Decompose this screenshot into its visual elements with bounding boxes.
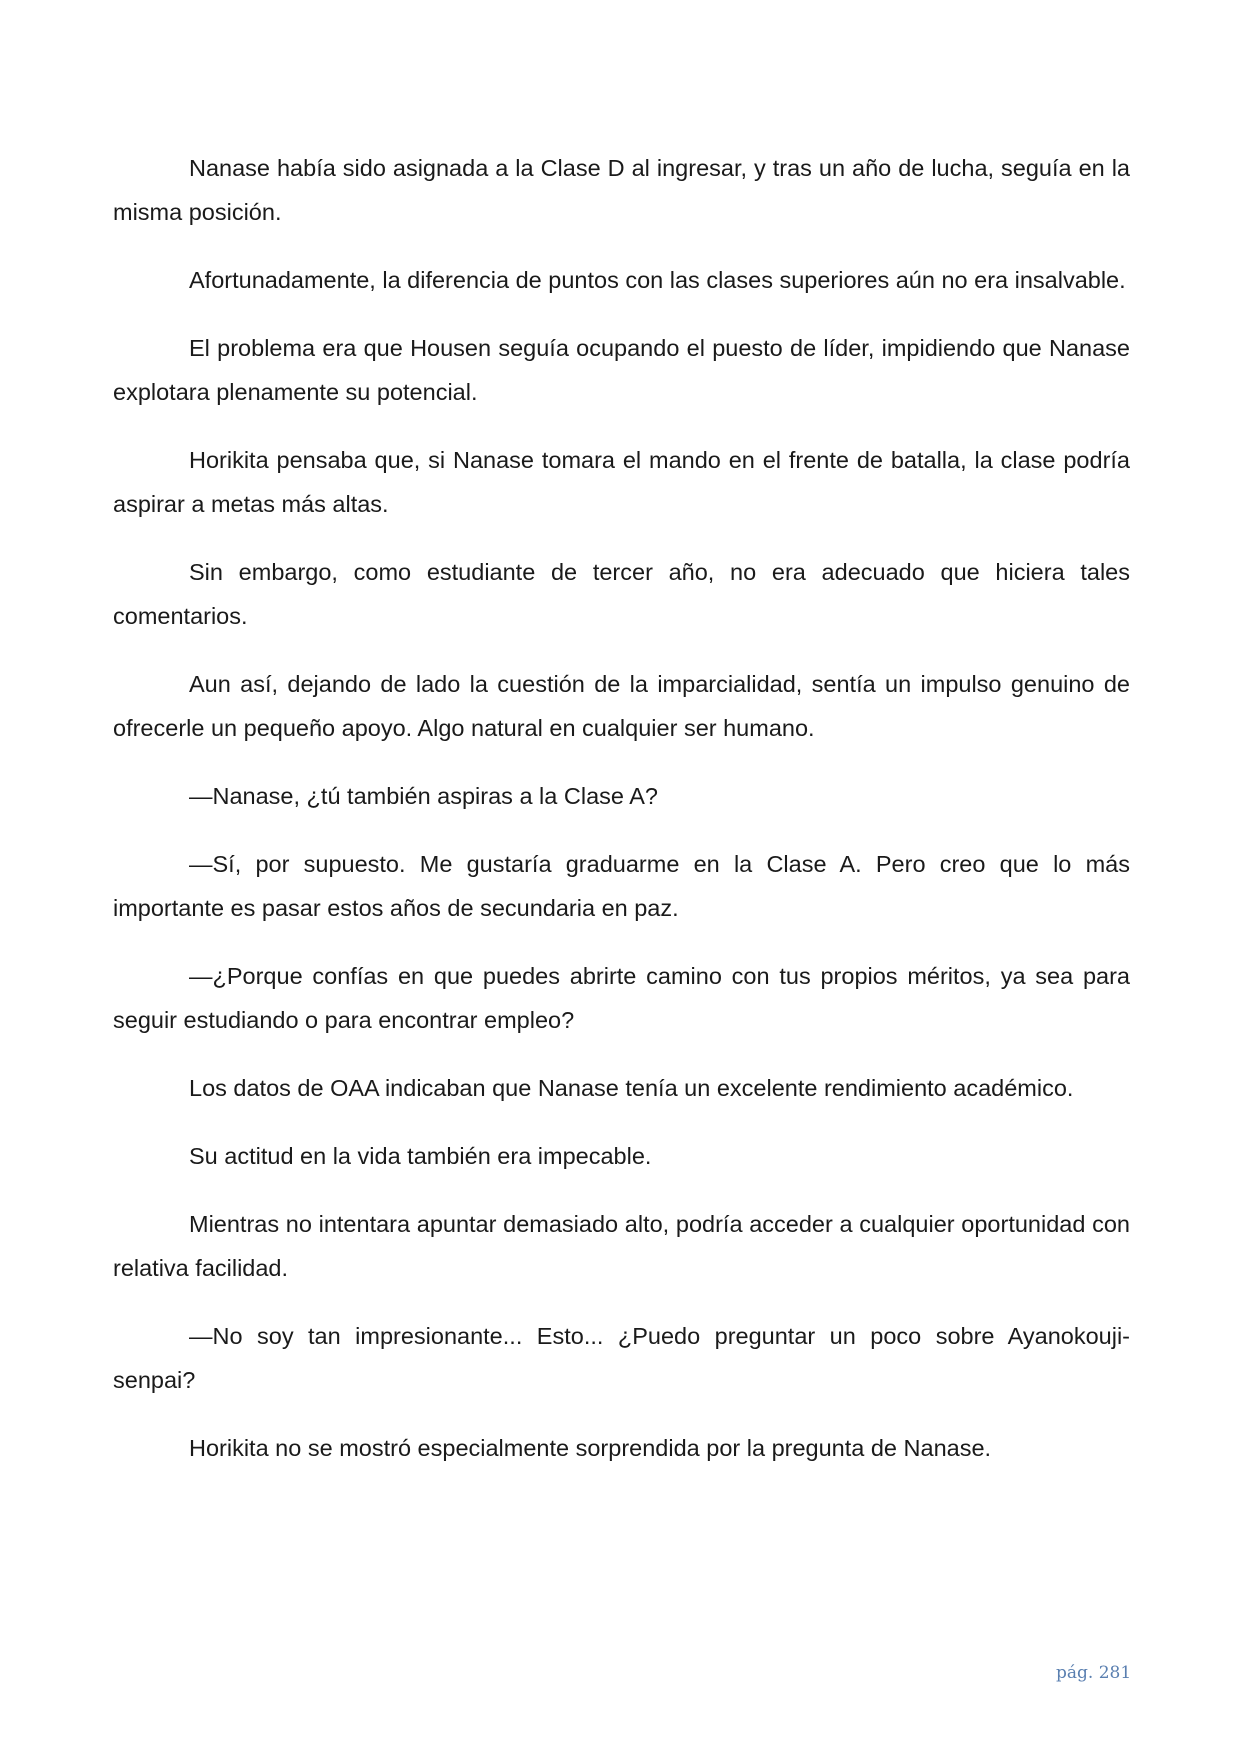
paragraph: Aun así, dejando de lado la cuestión de la imparcialidad, sentía un impulso genuino de ofrecerle un pequeño apoyo. Algo natural en cualquier ser humano. (113, 671, 1130, 741)
dialogue-line: —Sí, por supuesto. Me gustaría graduarme en la Clase A. Pero creo que lo más importante es pasar estos años de secundaria en paz. (113, 851, 1130, 921)
paragraph: Horikita no se mostró especialmente sorprendida por la pregunta de Nanase. (189, 1435, 992, 1461)
paragraph: Horikita pensaba que, si Nanase tomara el mando en el frente de batalla, la clase podría aspirar a metas más altas. (113, 447, 1130, 517)
paragraph: Nanase había sido asignada a la Clase D al ingresar, y tras un año de lucha, seguía en la misma posición. (113, 155, 1130, 225)
paragraph: Su actitud en la vida también era impecable. (189, 1143, 652, 1169)
dialogue-line: —¿Porque confías en que puedes abrirte camino con tus propios méritos, ya sea para seguir estudiando o para encontrar empleo? (113, 963, 1130, 1033)
paragraph: Los datos de OAA indicaban que Nanase tenía un excelente rendimiento académico. (189, 1075, 1074, 1101)
paragraph: El problema era que Housen seguía ocupando el puesto de líder, impidiendo que Nanase explotara plenamente su potencial. (113, 335, 1130, 405)
document-body (113, 146, 1130, 1494)
paragraph: Sin embargo, como estudiante de tercer año, no era adecuado que hiciera tales comentarios. (113, 559, 1130, 629)
page-number: pág. 281 (1056, 1663, 1132, 1683)
paragraph: Afortunadamente, la diferencia de puntos con las clases superiores aún no era insalvable. (189, 267, 1126, 293)
paragraph: Mientras no intentara apuntar demasiado alto, podría acceder a cualquier oportunidad con relativa facilidad. (113, 1211, 1130, 1281)
dialogue-line: —Nanase, ¿tú también aspiras a la Clase A? (189, 783, 658, 809)
dialogue-line: —No soy tan impresionante... Esto... ¿Puedo preguntar un poco sobre Ayanokouji-senpai? (113, 1323, 1130, 1393)
